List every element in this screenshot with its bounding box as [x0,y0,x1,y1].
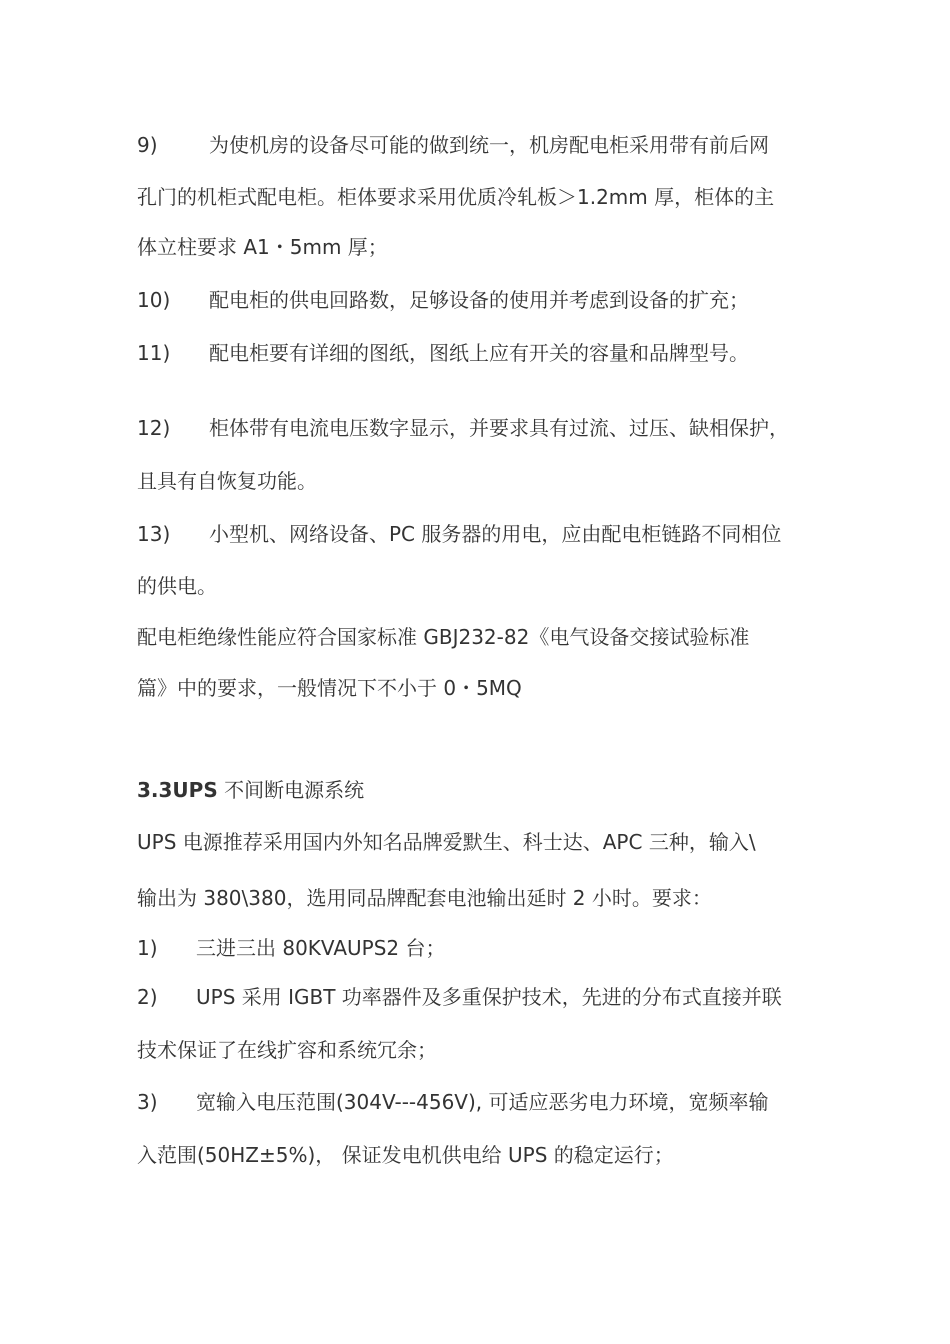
line-text: 输出为 380\380，选用同品牌配套电池输出延时 2 小时。要求： [137,886,712,910]
section-heading [137,778,364,802]
paragraph-line [137,625,749,649]
paragraph-line [137,676,522,700]
section-number: 3.3UPS [137,778,218,802]
item-number: 3) [137,1090,158,1114]
list-item-13 [137,522,781,546]
paragraph-line [137,235,388,259]
item-number: 10) [137,288,171,312]
item-text: 小型机、网络设备、PC 服务器的用电，应由配电柜链路不同相位 [209,522,782,546]
paragraph-line [137,469,317,493]
line-text: 孔门的机柜式配电柜。柜体要求采用优质冷轧板＞1.2mm 厚，柜体的主 [137,185,775,209]
list-item-11 [137,341,749,365]
paragraph-line [137,1143,674,1167]
item-number: 13) [137,522,171,546]
line-text: 体立柱要求 A1・5mm 厚； [137,235,388,259]
line-text: 技术保证了在线扩容和系统冗余； [137,1038,437,1062]
item-text: 三进三出 80KVAUPS2 台； [196,936,446,960]
item-text: 柜体带有电流电压数字显示，并要求具有过流、过压、缺相保护， [209,416,789,440]
item-number: 1) [137,936,158,960]
paragraph-line [137,886,712,910]
item-number: 12) [137,416,171,440]
item-number: 2) [137,985,158,1009]
item-text: 配电柜的供电回路数，足够设备的使用并考虑到设备的扩充； [209,288,749,312]
line-text: 入范围(50HZ±5%)， 保证发电机供电给 UPS 的稳定运行； [137,1143,674,1167]
line-text: 配电柜绝缘性能应符合国家标准 GBJ232-82《电气设备交接试验标准 [137,625,750,649]
list-item-3 [137,1090,769,1114]
paragraph-line [137,830,756,854]
line-text: 且具有自恢复功能。 [137,469,317,493]
list-item-10 [137,288,749,312]
paragraph-line [137,1038,437,1062]
list-item-12 [137,416,789,440]
list-item-9 [137,133,769,157]
item-number: 11) [137,341,171,365]
paragraph-line [137,185,774,209]
paragraph-line [137,574,217,598]
item-text: UPS 采用 IGBT 功率器件及多重保护技术，先进的分布式直接并联 [196,985,782,1009]
item-text: 宽输入电压范围(304V---456V), 可适应恶劣电力环境，宽频率输 [196,1090,769,1114]
section-title: 不间断电源系统 [217,778,365,802]
line-text: 的供电。 [137,574,217,598]
list-item-1 [137,936,445,960]
item-text: 配电柜要有详细的图纸，图纸上应有开关的容量和品牌型号。 [209,341,749,365]
item-text: 为使机房的设备尽可能的做到统一，机房配电柜采用带有前后网 [209,133,769,157]
line-text: 篇》中的要求，一般情况下不小于 0・5MQ [137,676,522,700]
line-text: UPS 电源推荐采用国内外知名品牌爱默生、科士达、APC 三种，输入\ [137,830,756,854]
item-number: 9) [137,133,158,157]
list-item-2 [137,985,782,1009]
